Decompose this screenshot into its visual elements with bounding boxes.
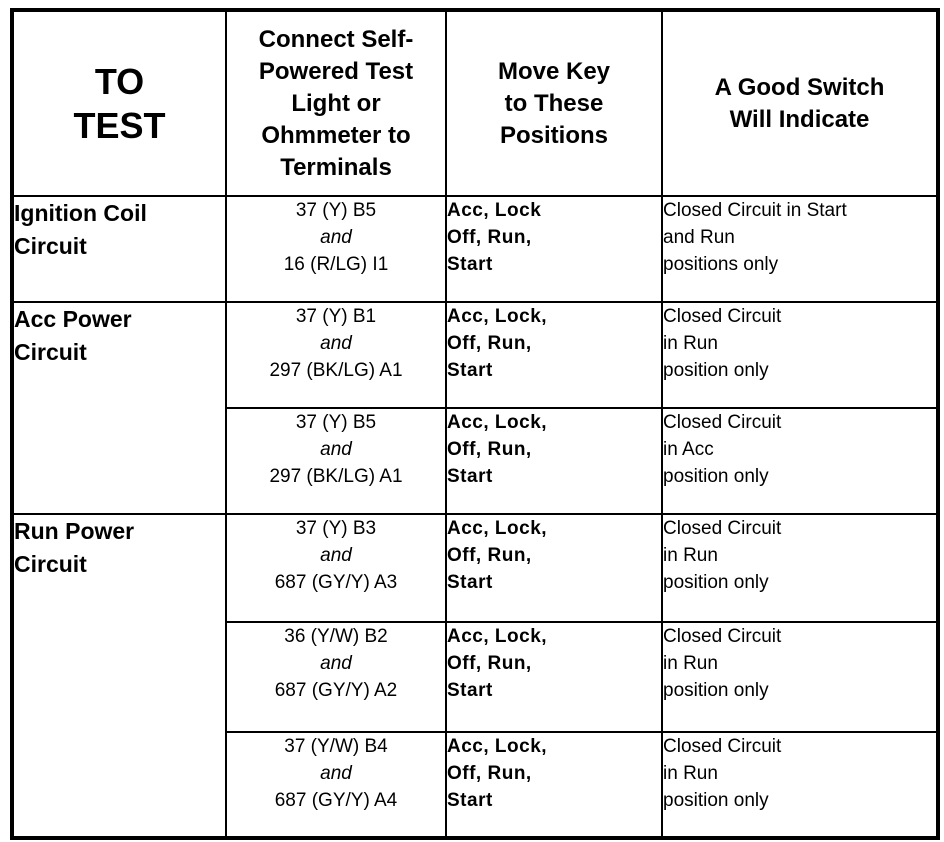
indicate-cell (662, 622, 938, 732)
terminals-cell (226, 196, 446, 302)
position-line: Acc, Lock, (447, 518, 548, 539)
header-connect-line: Powered Test (258, 57, 414, 85)
terminal-and: and (320, 653, 352, 674)
table-row (12, 196, 938, 302)
positions-cell (446, 732, 662, 838)
header-connect-line: Terminals (280, 153, 392, 181)
indicate-line: Closed Circuit (663, 736, 782, 757)
indicate-line: position only (663, 680, 769, 701)
position-line: Off, Run, (447, 653, 532, 674)
header-good-switch-line: A Good Switch (714, 73, 885, 101)
header-to-test-line: TEST (73, 104, 166, 146)
terminal-line: 37 (Y) B5 (295, 412, 377, 433)
indicate-line: position only (663, 360, 769, 381)
group-label-line: Circuit (14, 233, 87, 259)
terminals-cell (226, 408, 446, 514)
header-move-key-line: to These (504, 89, 604, 117)
indicate-line: Closed Circuit in Start (663, 200, 847, 221)
header-good-switch (662, 10, 938, 196)
terminal-line: 36 (Y/W) B2 (284, 626, 388, 647)
terminal-line: 37 (Y) B1 (295, 306, 377, 327)
position-line: Start (447, 466, 493, 487)
position-line: Start (447, 360, 493, 381)
position-line: Acc, Lock, (447, 306, 548, 327)
terminals-cell (226, 732, 446, 838)
terminal-line: 687 (GY/Y) A2 (274, 680, 398, 701)
position-line: Start (447, 790, 493, 811)
position-line: Off, Run, (447, 439, 532, 460)
terminal-and: and (320, 545, 352, 566)
indicate-line: Closed Circuit (663, 518, 782, 539)
header-move-key (446, 10, 662, 196)
indicate-cell (662, 514, 938, 622)
header-to-test-line: TO (94, 60, 145, 102)
header-good-switch-line: Will Indicate (729, 105, 870, 133)
group-label-line: Ignition Coil (14, 200, 147, 226)
group-acc-power (12, 302, 226, 514)
terminal-line: 687 (GY/Y) A3 (274, 572, 398, 593)
header-connect-line: Light or (291, 89, 381, 117)
header-connect (226, 10, 446, 196)
header-connect-line: Ohmmeter to (261, 121, 411, 149)
terminal-line: 297 (BK/LG) A1 (269, 466, 403, 487)
table-row (12, 514, 938, 622)
position-line: Acc, Lock, (447, 412, 548, 433)
terminal-line: 16 (R/LG) I1 (283, 254, 389, 275)
position-line: Start (447, 680, 493, 701)
terminal-line: 297 (BK/LG) A1 (269, 360, 403, 381)
indicate-line: in Run (663, 333, 718, 354)
position-line: Acc, Lock (447, 200, 542, 221)
indicate-line: in Acc (663, 439, 714, 460)
group-label-line: Circuit (14, 551, 87, 577)
indicate-line: in Run (663, 763, 718, 784)
terminal-and: and (320, 439, 352, 460)
terminal-and: and (320, 227, 352, 248)
terminal-line: 37 (Y) B3 (295, 518, 377, 539)
group-label-line: Acc Power (14, 306, 132, 332)
indicate-line: Closed Circuit (663, 626, 782, 647)
positions-cell (446, 408, 662, 514)
table-row (12, 302, 938, 408)
indicate-line: in Run (663, 653, 718, 674)
positions-cell (446, 514, 662, 622)
position-line: Start (447, 572, 493, 593)
terminals-cell (226, 514, 446, 622)
indicate-line: positions only (663, 254, 779, 275)
positions-cell (446, 302, 662, 408)
positions-cell (446, 622, 662, 732)
terminal-line: 37 (Y/W) B4 (284, 736, 388, 757)
position-line: Off, Run, (447, 545, 532, 566)
position-line: Off, Run, (447, 763, 532, 784)
indicate-line: Closed Circuit (663, 412, 782, 433)
indicate-cell (662, 196, 938, 302)
header-to-test (12, 10, 226, 196)
group-run-power (12, 514, 226, 838)
positions-cell (446, 196, 662, 302)
position-line: Off, Run, (447, 333, 532, 354)
header-row (12, 10, 938, 196)
group-ignition-coil (12, 196, 226, 302)
terminal-and: and (320, 333, 352, 354)
indicate-cell (662, 732, 938, 838)
terminals-cell (226, 302, 446, 408)
terminal-and: and (320, 763, 352, 784)
position-line: Off, Run, (447, 227, 532, 248)
indicate-line: position only (663, 572, 769, 593)
indicate-line: in Run (663, 545, 718, 566)
position-line: Start (447, 254, 493, 275)
header-move-key-line: Move Key (497, 57, 611, 85)
terminal-line: 687 (GY/Y) A4 (274, 790, 398, 811)
indicate-line: Closed Circuit (663, 306, 782, 327)
position-line: Acc, Lock, (447, 736, 548, 757)
header-connect-line: Connect Self- (258, 25, 414, 53)
indicate-line: position only (663, 466, 769, 487)
indicate-line: and Run (663, 227, 735, 248)
group-label-line: Run Power (14, 518, 135, 544)
terminals-cell (226, 622, 446, 732)
indicate-cell (662, 408, 938, 514)
position-line: Acc, Lock, (447, 626, 548, 647)
header-move-key-line: Positions (499, 121, 608, 149)
group-label-line: Circuit (14, 339, 87, 365)
switch-test-table (10, 8, 940, 840)
indicate-cell (662, 302, 938, 408)
terminal-line: 37 (Y) B5 (295, 200, 377, 221)
indicate-line: position only (663, 790, 769, 811)
